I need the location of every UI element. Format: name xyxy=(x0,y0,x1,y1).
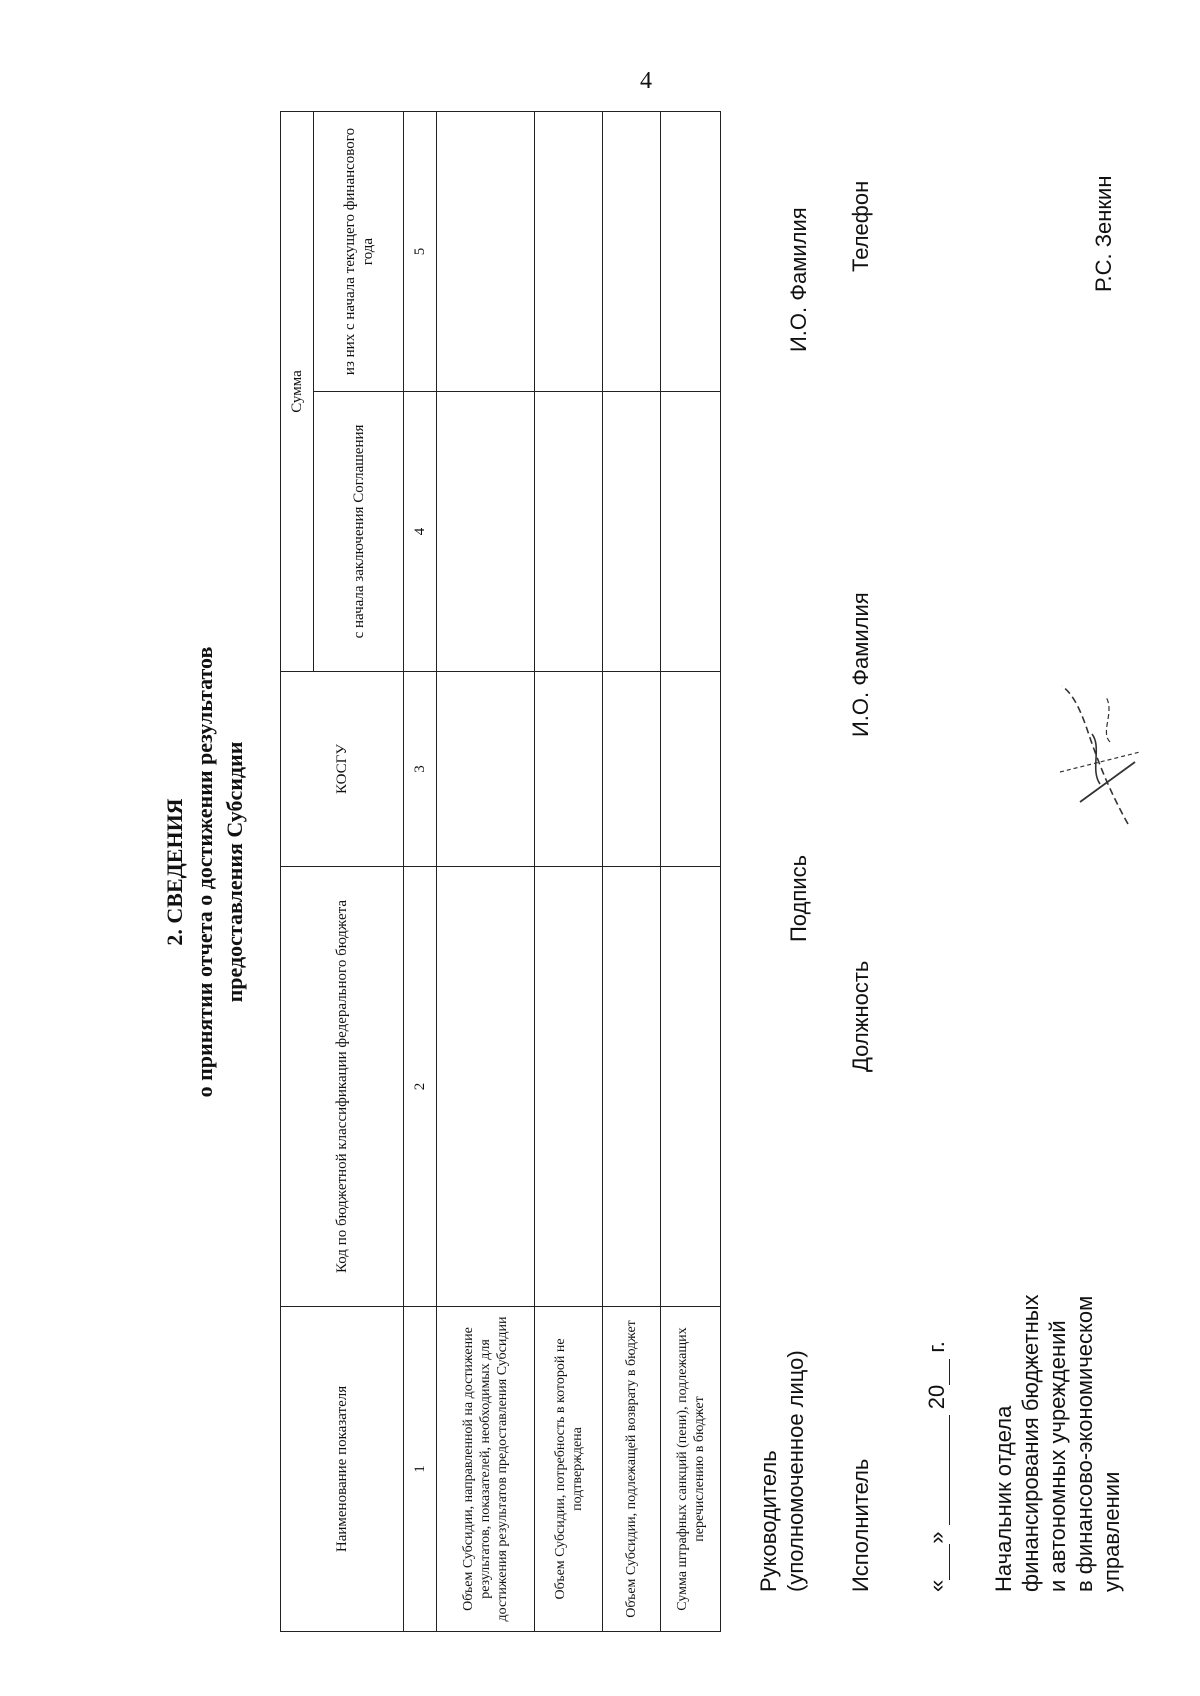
rotated-landscape-content xyxy=(160,112,1160,1632)
executor-label: Исполнитель xyxy=(848,1458,873,1592)
sum-from-agreement-cell[interactable] xyxy=(661,392,721,672)
phone-label: Телефон xyxy=(848,180,873,272)
official-name-label: Р.С. Зенкин xyxy=(1091,175,1116,292)
sum-current-year-cell[interactable] xyxy=(661,111,721,391)
kosgu-cell[interactable] xyxy=(535,672,603,867)
head-title: Руководитель xyxy=(756,1450,781,1592)
table-row xyxy=(661,111,721,1631)
official-role-line: в финансово-экономическом xyxy=(1072,1295,1097,1592)
sum-current-year-cell[interactable] xyxy=(535,111,603,391)
indicator-cell: Сумма штрафных санкций (пени), подлежащих перечислению в бюджет xyxy=(661,1307,721,1632)
section-heading xyxy=(160,112,250,1632)
sum-current-year-cell[interactable] xyxy=(603,111,661,391)
kosgu-cell[interactable] xyxy=(437,672,535,867)
date-field xyxy=(923,1341,950,1592)
signature-block xyxy=(755,112,1160,1632)
date-month-blank[interactable] xyxy=(927,1415,950,1525)
heading-subtitle-line1: о принятии отчета о достижении результатов xyxy=(192,646,217,1098)
position-label: Должность xyxy=(848,960,873,1072)
header-sum-current-year: из них с начала текущего финансового года xyxy=(314,111,404,391)
official-role-line: управлении xyxy=(1099,1471,1124,1592)
sum-from-agreement-cell[interactable] xyxy=(437,392,535,672)
head-role-label xyxy=(755,1350,809,1592)
table-row xyxy=(603,111,661,1631)
head-name-label: И.О. Фамилия xyxy=(786,207,811,352)
date-year-blank[interactable] xyxy=(927,1359,950,1385)
budget-code-cell[interactable] xyxy=(535,867,603,1307)
budget-code-cell[interactable] xyxy=(603,867,661,1307)
official-role-line: и автономных учреждений xyxy=(1045,1320,1070,1592)
date-year-prefix: 20 xyxy=(924,1384,949,1410)
header-indicator-name: Наименование показателя xyxy=(281,1307,404,1632)
column-number-row xyxy=(404,111,437,1631)
signature-label: Подпись xyxy=(786,854,811,942)
table-row xyxy=(535,111,603,1631)
column-number: 2 xyxy=(404,867,437,1307)
official-role-label xyxy=(990,1112,1125,1592)
page-number: 4 xyxy=(640,68,652,94)
header-sum: Сумма xyxy=(281,111,314,671)
column-number: 3 xyxy=(404,672,437,867)
indicator-cell: Объем Субсидии, направленной на достижение результатов, показателей, необходимых для достижения результатов предоставления Субсидии xyxy=(437,1307,535,1632)
handwritten-signature-icon xyxy=(1040,682,1150,832)
date-year-suffix: г. xyxy=(924,1341,949,1353)
executor-name-label: И.О. Фамилия xyxy=(848,592,873,737)
heading-title: 2. СВЕДЕНИЯ xyxy=(162,798,187,946)
header-budget-code: Код по бюджетной классификации федерального бюджета xyxy=(281,867,404,1307)
budget-code-cell[interactable] xyxy=(437,867,535,1307)
date-close-quote: » xyxy=(924,1531,949,1544)
column-number: 1 xyxy=(404,1307,437,1632)
sum-current-year-cell[interactable] xyxy=(437,111,535,391)
header-sum-from-agreement: с начала заключения Соглашения xyxy=(314,392,404,672)
official-role-line: финансирования бюджетных xyxy=(1018,1294,1043,1592)
sum-from-agreement-cell[interactable] xyxy=(535,392,603,672)
heading-subtitle-line2: предоставления Субсидии xyxy=(222,741,247,1003)
report-table xyxy=(280,111,721,1632)
sum-from-agreement-cell[interactable] xyxy=(603,392,661,672)
kosgu-cell[interactable] xyxy=(661,672,721,867)
date-day-blank[interactable] xyxy=(927,1544,950,1580)
date-open-quote: « xyxy=(924,1579,949,1592)
column-number: 4 xyxy=(404,392,437,672)
official-role-line: Начальник отдела xyxy=(991,1405,1016,1592)
table-row xyxy=(437,111,535,1631)
kosgu-cell[interactable] xyxy=(603,672,661,867)
indicator-cell: Объем Субсидии, потребность в которой не подтверждена xyxy=(535,1307,603,1632)
column-number: 5 xyxy=(404,111,437,391)
head-subtitle: (уполномоченное лицо) xyxy=(783,1350,808,1592)
indicator-cell: Объем Субсидии, подлежащей возврату в бюджет xyxy=(603,1307,661,1632)
budget-code-cell[interactable] xyxy=(661,867,721,1307)
header-kosgu: КОСГУ xyxy=(281,672,404,867)
